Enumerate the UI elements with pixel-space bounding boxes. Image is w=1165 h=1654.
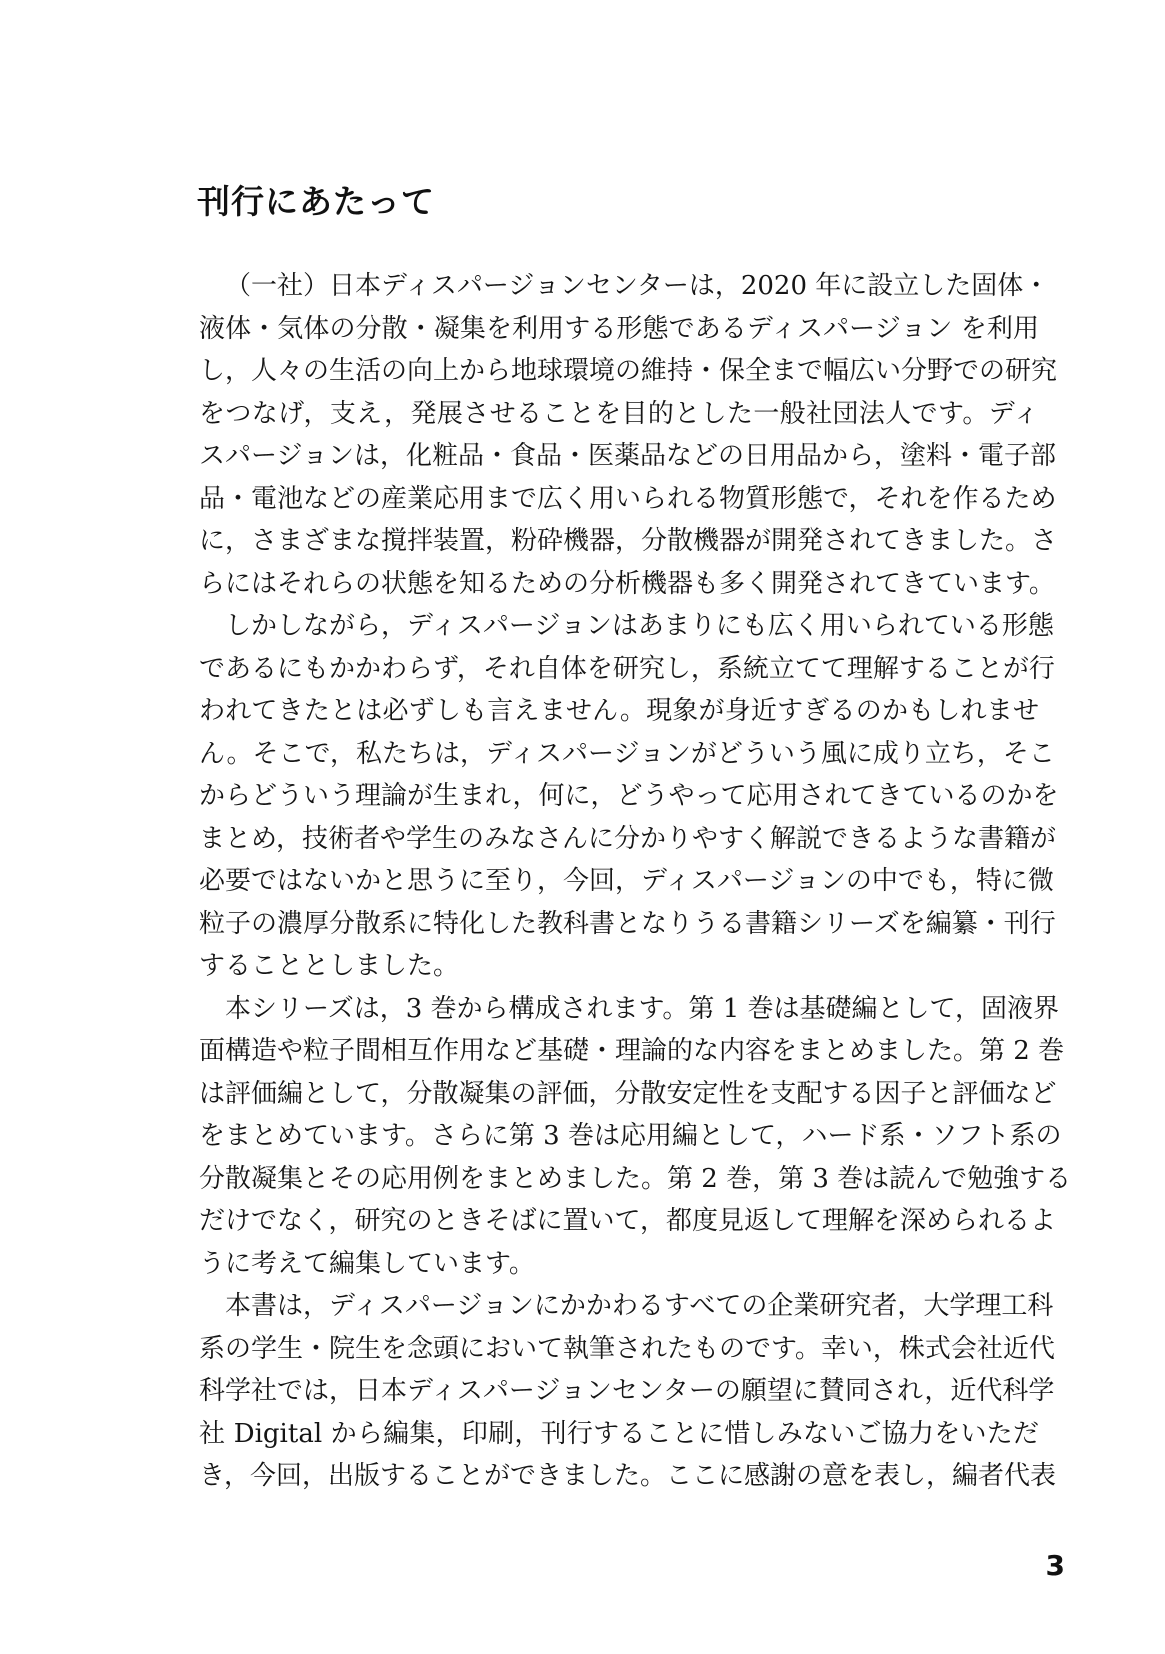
paragraph-2-line: しかしながら，ディスパージョンはあまりにも広く用いられている形態 [225,611,1054,641]
paragraph-2-line: であるにもかかわらず，それ自体を研究し，系統立てて理解することが行 [199,653,1055,684]
paragraph-1-line: し，人々の生活の向上から地球環境の維持・保全まで幅広い分野での研究 [199,356,1058,386]
paragraph-3-line: だけでなく，研究のときそばに置いて，都度見返して理解を深められるよ [199,1206,1056,1236]
paragraph-2-line: からどういう理論が生まれ，何に，どうやって応用されてきているのかを [199,781,1059,811]
preface-body [199,265,1072,1498]
paragraph-3-line: は評価編として，分散凝集の評価，分散安定性を支配する因子と評価など [199,1078,1057,1109]
paragraph-4-line: 社 Digital から編集，印刷，刊行することに惜しみないご協力をいただ [199,1418,1039,1449]
paragraph-2-line: ん。そこで，私たちは，ディスパージョンがどういう風に成り立ち，そこ [199,738,1055,769]
paragraph-1-line: （一社）日本ディスパージョンセンターは，2020 年に設立した固体・ [225,271,1050,301]
paragraph-3-line: 分散凝集とその応用例をまとめました。第 2 巻，第 3 巻は読んで勉強する [199,1163,1072,1194]
paragraph-4-line: 系の学生・院生を念頭において執筆されたものです。幸い，株式会社近代 [199,1333,1055,1364]
paragraph-1-line: をつなげ，支え，発展させることを目的とした一般社団法人です。ディ [199,398,1039,429]
paragraph-2-line: まとめ，技術者や学生のみなさんに分かりやすく解説できるような書籍が [199,823,1056,854]
paragraph-3-line: 面構造や粒子間相互作用など基礎・理論的な内容をまとめました。第 2 巻 [199,1036,1065,1066]
paragraph-1-line: に，さまざまな撹拌装置，粉砕機器，分散機器が開発されてきました。さ [199,526,1058,556]
page-title: 刊行にあたって [197,182,435,221]
paragraph-1-line: 品・電池などの産業応用まで広く用いられる物質形態で，それを作るため [199,483,1057,514]
paragraph-4-line: き，今回，出版することができました。ここに感謝の意を表し，編者代表 [199,1461,1056,1491]
paragraph-2-line: われてきたとは必ずしも言えません。現象が身近すぎるのかもしれませ [199,696,1039,726]
page-number: 3 [1045,1549,1065,1582]
paragraph-4-line: 科学社では，日本ディスパージョンセンターの願望に賛同され，近代科学 [199,1376,1055,1406]
paragraph-2-line: 粒子の濃厚分散系に特化した教科書となりうる書籍シリーズを編纂・刊行 [199,908,1056,939]
paragraph-3-line: をまとめています。さらに第 3 巻は応用編として，ハード系・ソフト系の [199,1121,1062,1151]
paragraph-3-line: うに考えて編集しています。 [199,1248,535,1279]
paragraph-2-line: することとしました。 [199,951,460,981]
paragraph-1-line: 液体・気体の分散・凝集を利用する形態であるディスパージョン を利用 [199,313,1039,344]
paragraph-2-line: 必要ではないかと思うに至り，今回，ディスパージョンの中でも，特に微 [199,866,1054,896]
paragraph-3-line: 本シリーズは，3 巻から構成されます。第 1 巻は基礎編として，固液界 [225,993,1059,1024]
paragraph-1-line: スパージョンは，化粧品・食品・医薬品などの日用品から，塗料・電子部 [199,441,1056,471]
paragraph-4-line: 本書は，ディスパージョンにかかわるすべての企業研究者，大学理工科 [225,1291,1054,1321]
paragraph-1-line: らにはそれらの状態を知るための分析機器も多く開発されてきています。 [199,568,1055,599]
